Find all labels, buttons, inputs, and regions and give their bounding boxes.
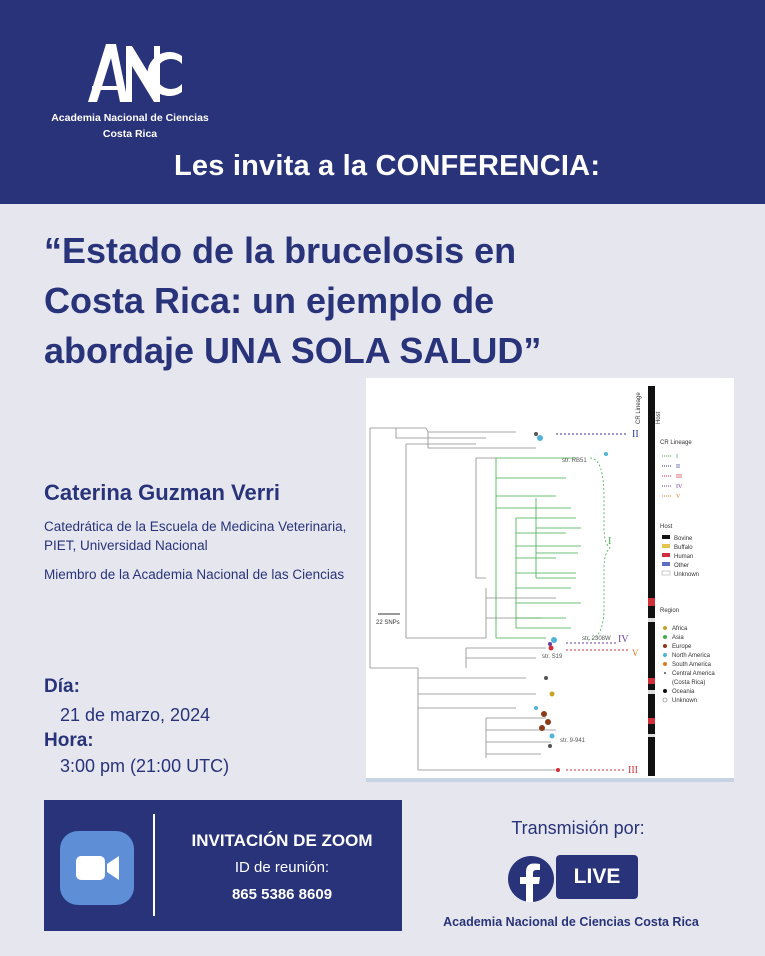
anc-logo — [84, 38, 184, 104]
day-value: 21 de marzo, 2024 — [60, 705, 211, 725]
strain-label: str. 9-941 — [560, 738, 586, 744]
clade-pointer-lines — [556, 434, 628, 770]
live-badge[interactable]: LIVE — [556, 855, 638, 899]
svg-text:Buffalo: Buffalo — [674, 545, 693, 551]
time-label: Hora: — [44, 730, 94, 751]
scale-bar-label: 22 SNPs — [376, 620, 400, 626]
clade-label: III — [628, 765, 638, 776]
svg-text:I: I — [676, 454, 678, 460]
clade-label: I — [608, 536, 612, 547]
figure-bottom-border — [366, 778, 734, 782]
svg-text:(Costa Rica): (Costa Rica) — [672, 680, 706, 686]
tree-green-clade — [496, 458, 581, 638]
invite-heading: Les invita a la CONFERENCIA: — [174, 150, 601, 182]
svg-text:Bovine: Bovine — [674, 536, 693, 542]
strain-label: str. RB51 — [562, 458, 587, 464]
header-banner — [0, 0, 765, 204]
svg-text:Human: Human — [674, 554, 694, 560]
svg-text:II: II — [676, 464, 680, 470]
svg-text:Europe: Europe — [672, 644, 692, 650]
speaker-role: Catedrática de la Escuela de Medicina Veterinaria, PIET, Universidad Nacional — [44, 519, 347, 553]
zoom-invitation-box — [44, 800, 402, 931]
divider — [153, 814, 155, 916]
svg-text:V: V — [676, 494, 681, 500]
org-name-line2: Costa Rica — [102, 128, 158, 140]
facebook-icon[interactable] — [508, 856, 554, 902]
speaker-name: Caterina Guzman Verri — [44, 480, 280, 505]
svg-text:North America: North America — [672, 653, 711, 659]
svg-text:South America: South America — [672, 662, 712, 668]
figure-legend — [660, 440, 715, 704]
talk-title — [44, 226, 724, 376]
meeting-id-value[interactable]: 865 5386 8609 — [231, 886, 333, 903]
column-header-cr-lineage: CR Lineage — [636, 392, 642, 424]
talk-title-line: Costa Rica: un ejemplo de — [44, 280, 495, 321]
clade-label: V — [632, 648, 639, 658]
strain-label: str. 2308W — [582, 636, 611, 642]
tree-backbone — [370, 428, 556, 770]
svg-text:Central America: Central America — [672, 671, 715, 677]
meeting-id-label: ID de reunión: — [234, 859, 330, 876]
column-header-host: Host — [656, 411, 662, 424]
strain-label: str. S19 — [542, 654, 563, 660]
org-name-line1: Academia Nacional de Ciencias — [51, 112, 209, 124]
footer-org-name: Academia Nacional de Ciencias Costa Rica — [443, 915, 699, 929]
tip-markers — [534, 432, 608, 772]
svg-text:Africa: Africa — [672, 626, 688, 632]
svg-text:Asia: Asia — [672, 635, 684, 641]
svg-text:Unknown: Unknown — [674, 572, 700, 578]
svg-text:III: III — [676, 474, 682, 480]
broadcast-label: Transmisión por: — [511, 818, 645, 838]
svg-text:Unknown: Unknown — [672, 698, 698, 704]
svg-text:Region: Region — [660, 608, 680, 614]
svg-text:Host: Host — [660, 524, 673, 530]
clade-label: II — [632, 429, 639, 440]
svg-text:Other: Other — [674, 563, 690, 569]
talk-title-line: abordaje UNA SOLA SALUD” — [44, 330, 542, 371]
speaker-membership: Miembro de la Academia Nacional de las Ciencias — [44, 567, 345, 582]
svg-text:IV: IV — [676, 484, 683, 490]
video-camera-icon[interactable] — [60, 831, 134, 905]
time-value: 3:00 pm (21:00 UTC) — [60, 756, 230, 776]
svg-text:CR Lineage: CR Lineage — [660, 440, 692, 446]
day-label: Día: — [44, 676, 80, 697]
host-color-strip — [648, 386, 655, 776]
clade-label: IV — [618, 634, 629, 645]
phylogenetic-tree-figure — [366, 378, 734, 780]
talk-title-line: “Estado de la brucelosis en — [44, 230, 517, 271]
zoom-invitation-title: INVITACIÓN DE ZOOM — [191, 831, 373, 850]
svg-text:Oceania: Oceania — [672, 689, 695, 695]
